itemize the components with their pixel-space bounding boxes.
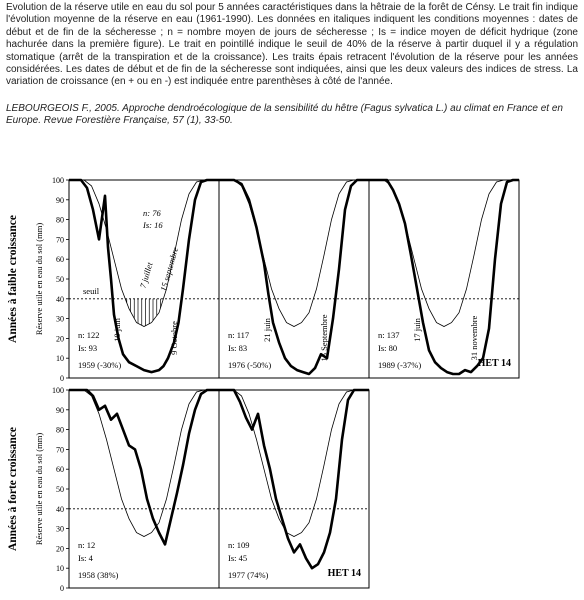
y-tick-label: 80	[56, 425, 64, 435]
mean-end-date: 15 septembre	[158, 246, 181, 293]
is-value: Is: 93	[78, 343, 98, 353]
n-value: n: 117	[228, 330, 250, 340]
year-label: 1989 (-37%)	[378, 360, 422, 370]
y-tick-label: 70	[56, 235, 64, 245]
n-value: n: 109	[228, 540, 250, 550]
is-value: Is: 45	[228, 553, 248, 563]
y-tick-label: 70	[56, 445, 64, 455]
y-tick-label: 20	[56, 544, 64, 554]
y-tick-label: 30	[56, 314, 64, 324]
y-tick-label: 0	[60, 584, 64, 593]
y-tick-label: 10	[56, 354, 64, 364]
figure-caption: Evolution de la réserve utile en eau du sol pour 5 années caractéristiques dans la hêtraie de la forêt de Cénsy. Le trait fin indique l'évolution moyenne de la réserve en eau (1961-1990). Les données en italiques indiquent les conditions moyennes : dates de début et de fin de la sécheresse ; n = nombre moyen de jours de sécheresse ; Is = indice moyen de déficit hydrique (zone hachurée dans la première figure). Le trait en pointillé indique le seuil de 40% de la réserve à partir duquel il y a régulation stomatique (arrêt de la transpiration et de la croissance). Les traits épais retracent l'évolution de la réserve pour les années considérées. Les dates de début et de fin de la sécheresse sont indiquées, ainsi que les deux valeurs des indices de stress. La variation de croissance (en + ou en -) est indiquée entre parenthèses à côté de l'année.	[6, 2, 578, 88]
station-label: HET 14	[327, 568, 361, 579]
y-tick-label: 0	[60, 374, 64, 383]
y-tick-label: 30	[56, 524, 64, 534]
n-value: n: 12	[78, 540, 96, 550]
y-tick-label: 100	[52, 386, 64, 395]
mean-n-value: n: 76	[143, 208, 161, 218]
y-tick-label: 50	[56, 485, 64, 494]
year-label: 1977 (74%)	[228, 570, 269, 580]
y-tick-label: 60	[56, 465, 64, 475]
y-tick-label: 40	[56, 504, 64, 514]
y-tick-label: 90	[56, 405, 64, 415]
mean-is-value: Is: 16	[143, 220, 163, 230]
is-value: Is: 80	[378, 343, 398, 353]
mean-start-date: 7 juillet	[137, 261, 155, 290]
year-label: 1958 (38%)	[78, 570, 119, 580]
y-axis-label: Réserve utile en eau du sol (mm)	[34, 432, 44, 546]
group-label: Années à faible croissance	[7, 215, 19, 343]
year-label: 1959 (-30%)	[78, 360, 122, 370]
station-label: HET 14	[477, 358, 511, 369]
is-value: Is: 83	[228, 343, 248, 353]
drought-start-date: 10 juin	[112, 318, 122, 342]
year-series-line	[69, 390, 219, 544]
drought-start-date: 21 juin	[262, 318, 272, 342]
mean-series-line	[69, 390, 219, 537]
drought-end-date: 15 Septembre	[319, 314, 329, 362]
drought-start-date: 17 juin	[412, 318, 422, 342]
plot-frame	[69, 180, 519, 378]
threshold-label: seuil	[83, 285, 100, 296]
n-value: n: 137	[378, 330, 400, 340]
chart-row-2	[7, 386, 369, 593]
y-tick-label: 90	[56, 195, 64, 205]
y-tick-label: 40	[56, 294, 64, 304]
y-tick-label: 50	[56, 275, 64, 284]
group-label: Années à forte croissance	[7, 426, 19, 552]
y-tick-label: 10	[56, 564, 64, 574]
y-tick-label: 80	[56, 215, 64, 225]
y-tick-label: 20	[56, 334, 64, 344]
year-label: 1976 (-50%)	[228, 360, 272, 370]
y-axis-label: Réserve utile en eau du sol (mm)	[34, 222, 44, 336]
water-reserve-figure	[0, 168, 584, 600]
n-value: n: 122	[78, 330, 100, 340]
y-tick-label: 60	[56, 255, 64, 265]
chart-row-1	[7, 176, 519, 383]
bibliographic-reference: LEBOURGEOIS F., 2005. Approche dendroécologique de la sensibilité du hêtre (Fagus sylvatica L.) au climat en France et en Europe. Revue Forestière Française, 57 (1), 33-50.	[6, 103, 563, 127]
drought-end-date: 9 Octobre	[169, 321, 179, 355]
drought-end-date: 31 novembre	[469, 315, 479, 361]
is-value: Is: 4	[78, 553, 93, 563]
y-tick-label: 100	[52, 176, 64, 185]
